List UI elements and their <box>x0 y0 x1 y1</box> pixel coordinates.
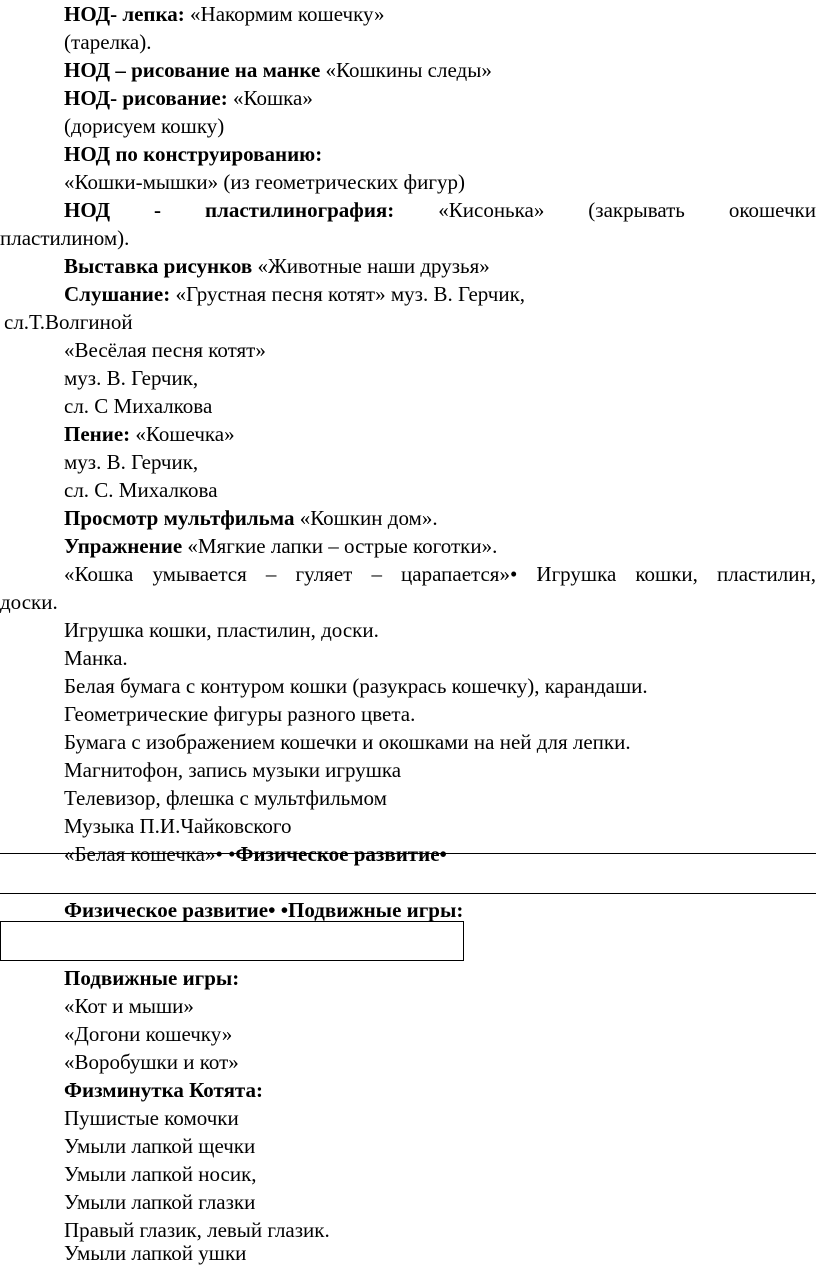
word: «Кисонька» <box>438 198 545 222</box>
word: кошки, <box>635 562 698 586</box>
line-plastilinografiya <box>64 197 816 224</box>
line-mikhalkova-1: сл. С Михалкова <box>64 394 213 418</box>
line-uprazhnenie <box>64 533 497 560</box>
line-nod-konstruirovanie: НОД по конструированию: <box>64 142 323 166</box>
line-televizor: Телевизор, флешка с мультфильмом <box>64 786 387 810</box>
line-nod-risovanie <box>64 85 313 112</box>
word: – <box>371 562 382 586</box>
line-bumaga-izobrazhenie: Бумага с изображением кошечки и окошками на ней для лепки. <box>64 730 631 754</box>
line-nod-manka <box>64 57 492 84</box>
line-shchechki: Умыли лапкой щечки <box>64 1134 256 1158</box>
line-doski: доски. <box>0 590 58 614</box>
line-dogoni-koshechku: «Догони кошечку» <box>64 1022 233 1046</box>
line-vorobushki: «Воробушки и кот» <box>64 1050 239 1074</box>
line-tarelka: (тарелка). <box>64 30 152 54</box>
line-igrushka: Игрушка кошки, пластилин, доски. <box>64 618 379 642</box>
line-vystavka <box>64 253 490 280</box>
line-text: «Белая кошечка»• • <box>64 842 236 866</box>
line-belaya-koshechka <box>64 841 447 868</box>
line-koshka-umyvaetsya <box>64 561 816 588</box>
table-rule <box>0 853 816 854</box>
line-muz-gerchik-2: муз. В. Герчик, <box>64 450 199 474</box>
line-geometricheskie: Геометрические фигуры разного цвета. <box>64 702 416 726</box>
line-manka: Манка. <box>64 646 128 670</box>
bold-label: Выставка рисунков <box>64 254 253 278</box>
line-veselaya: «Весёлая песня котят» <box>64 338 266 362</box>
line-plastilinom: пластилином). <box>0 226 130 250</box>
table-cell-box <box>0 921 464 961</box>
line-ushki: Умыли лапкой ушки <box>64 1241 247 1265</box>
word: НОД <box>64 198 111 222</box>
line-nod-lepka <box>64 1 385 28</box>
line-text: «Грустная песня котят» муз. В. Герчик, <box>170 282 526 306</box>
line-nosik: Умыли лапкой носик, <box>64 1162 257 1186</box>
line-podvizhnye-igry: Подвижные игры: <box>64 966 240 990</box>
word: (закрывать <box>588 198 685 222</box>
line-pushistye: Пушистые комочки <box>64 1106 239 1130</box>
line-text: «Мягкие лапки – острые коготки». <box>182 534 498 558</box>
line-text: «Накормим кошечку» <box>184 2 385 26</box>
line-prosmotr <box>64 505 438 532</box>
line-pravyy-glazik: Правый глазик, левый глазик. <box>64 1218 330 1242</box>
line-text: «Животные наши друзья» <box>252 254 490 278</box>
word: окошечки <box>728 198 816 222</box>
line-mikhalkova-2: сл. С. Михалкова <box>64 478 218 502</box>
bold-label: Физическое развитие• <box>235 842 447 866</box>
bold-label: Просмотр мультфильма <box>64 506 295 530</box>
line-muzyka-chaikovskogo: Музыка П.И.Чайковского <box>64 814 292 838</box>
bold-label: Пение: <box>64 422 131 446</box>
word: пластилинография: <box>204 198 395 222</box>
table-rule <box>0 893 816 894</box>
line-belaya-bumaga: Белая бумага с контуром кошки (разукрась кошечку), карандаши. <box>64 674 648 698</box>
line-fizicheskoe-podvizhnye: Физическое развитие• •Подвижные игры: <box>64 898 464 922</box>
line-koshki-myshki: «Кошки-мышки» (из геометрических фигур) <box>64 170 466 194</box>
line-text: «Кошка» <box>227 86 313 110</box>
word: пластилин, <box>717 562 816 586</box>
word: – <box>265 562 277 586</box>
line-muz-gerchik-1: муз. В. Герчик, <box>64 366 199 390</box>
bold-label: Слушание: <box>64 282 171 306</box>
line-text: «Кошкины следы» <box>320 58 492 82</box>
line-volginoy: сл.Т.Волгиной <box>4 310 133 334</box>
line-fizminutka: Физминутка Котята: <box>64 1078 263 1102</box>
word: Игрушка <box>536 562 617 586</box>
word: умывается <box>152 562 247 586</box>
line-glazki: Умыли лапкой глазки <box>64 1190 256 1214</box>
line-slushanie <box>64 281 525 308</box>
bold-label: Упражнение <box>64 534 183 558</box>
word: царапается»• <box>401 562 518 586</box>
line-text: «Кошкин дом». <box>294 506 438 530</box>
bold-label: НОД- рисование: <box>64 86 228 110</box>
bold-label: НОД – рисование на манке <box>64 58 321 82</box>
word: «Кошка <box>64 562 134 586</box>
line-kot-i-myshi: «Кот и мыши» <box>64 994 194 1018</box>
bold-label: НОД- лепка: <box>64 2 185 26</box>
line-magnitofon: Магнитофон, запись музыки игрушка <box>64 758 402 782</box>
word: - <box>154 198 162 222</box>
line-penie <box>64 421 235 448</box>
word: гуляет <box>295 562 353 586</box>
line-dorisuem: (дорисуем кошку) <box>64 114 225 138</box>
line-text: «Кошечка» <box>130 422 235 446</box>
